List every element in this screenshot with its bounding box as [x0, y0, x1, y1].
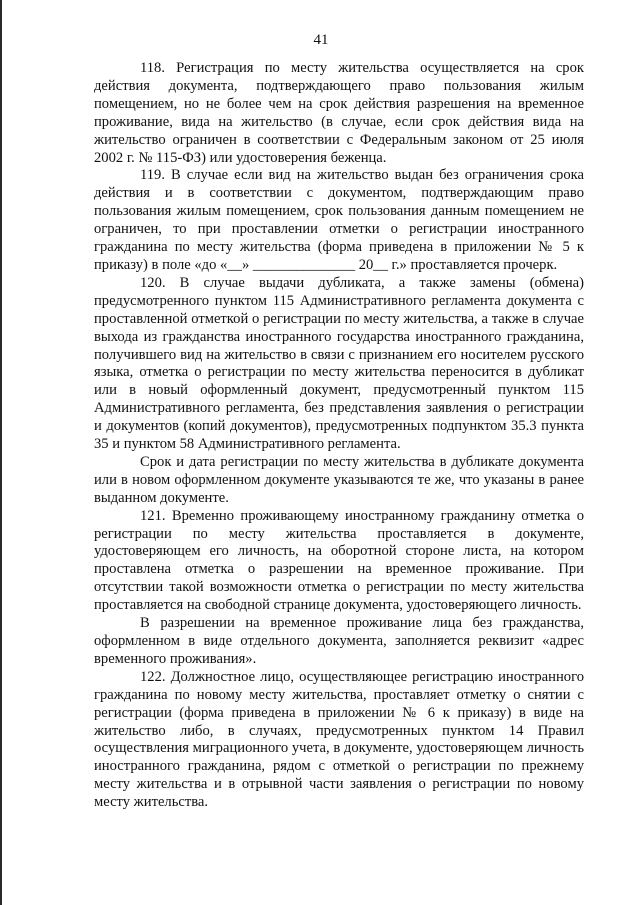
paragraph-120-continued: Срок и дата регистрации по месту жительства в дубликате документа или в новом оформленном документе указываются те же, что указаны в ранее выданном документе.	[94, 453, 584, 506]
paragraph-121: 121. Временно проживающему иностранному гражданину отметка о регистрации по месту жительства проставляется в документе, удостоверяющем его личность, на оборотной стороне листа, на котором проставлена отметка о разрешении на временное проживание. При отсутствии такой возможности отметка о регистрации по месту жительства проставляется на свободной странице документа, удостоверяющего личность.	[94, 507, 584, 614]
paragraph-122: 122. Должностное лицо, осуществляющее регистрацию иностранного гражданина по новому месту жительства, проставляет отметку о снятии с регистрации (форма приведена в приложении № 6 к приказу) в виде на жительство либо, в случаях, предусмотренных пунктом 14 Правил осуществления миграционного учета, в документе, удостоверяющем личность иностранного гражданина, рядом с отметкой о регистрации по прежнему месту жительства и в отрывной части заявления о регистрации по новому месту жительства.	[94, 668, 584, 811]
paragraph-118: 118. Регистрация по месту жительства осуществляется на срок действия документа, подтверждающего право пользования жилым помещением, но не более чем на срок действия разрешения на временное проживание, вида на жительство (в случае, если срок действия вида на жительство ограничен в соответствии с Федеральным законом от 25 июля 2002 г. № 115-ФЗ) или удостоверения беженца.	[94, 60, 584, 166]
page-number: 41	[313, 32, 329, 48]
paragraph-119: 119. В случае если вид на жительство выдан без ограничения срока действия и в соответствии с документом, подтверждающим право пользования жилым помещением, срок пользования данным помещением не ограничен, то при проставлении отметки о регистрации иностранного гражданина по месту жительства (форма приведена в приложении № 5 к приказу) в поле «до «__» ______________ 20__ г.» проставляется прочерк.	[94, 167, 584, 273]
document-body	[94, 60, 584, 812]
paragraph-120: 120. В случае выдачи дубликата, а также замены (обмена) предусмотренного пунктом 115 Административного регламента документа с проставленной отметкой о регистрации по месту жительства, а также в случае выхода из гражданства иностранного государства иностранного гражданина, получившего вид на жительство в связи с признанием его носителем русского языка, отметка о регистрации по месту жительства переносится в дубликат или в новый оформленный документ, предусмотренный пунктом 115 Административного регламента, без представления заявления о регистрации и документов (копий документов), предусмотренных подпунктом 35.3 пункта 35 и пунктом 58 Административного регламента.	[94, 274, 584, 453]
paragraph-121-continued: В разрешении на временное проживание лица без гражданства, оформленном в виде отдельного документа, заполняется реквизит «адрес временного проживания».	[94, 615, 584, 667]
